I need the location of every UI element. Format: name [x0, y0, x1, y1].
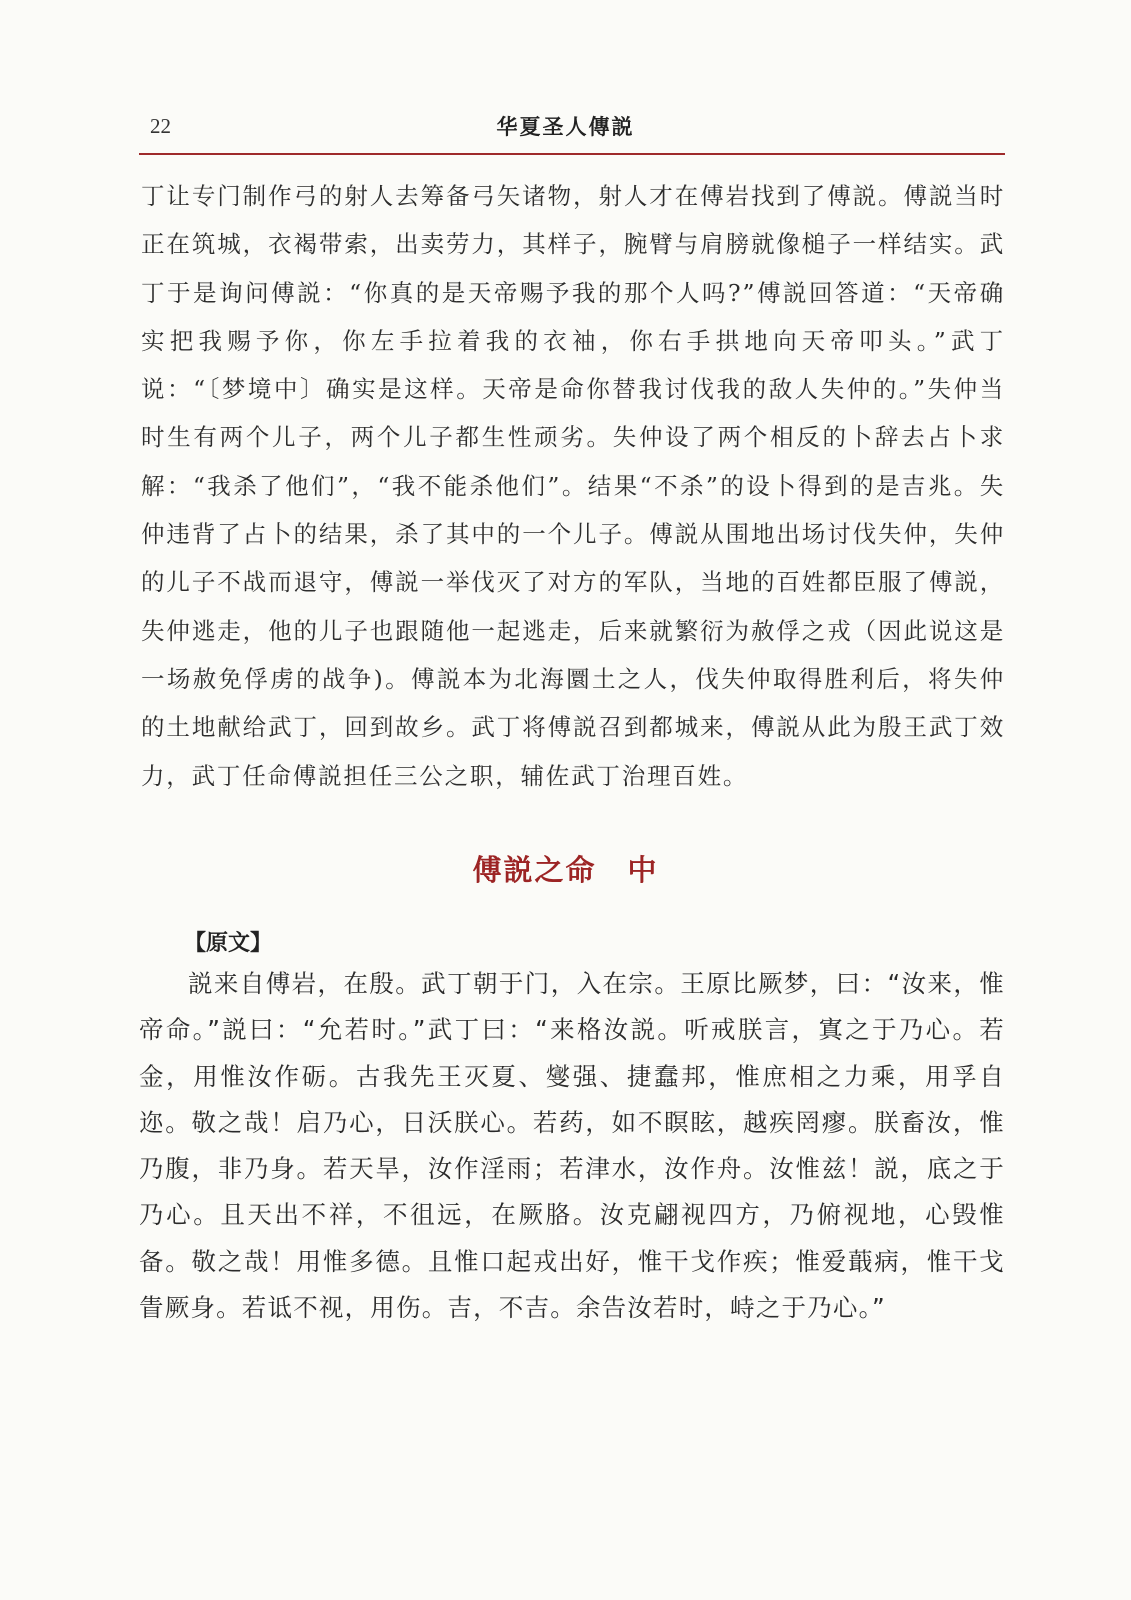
section-title: 傅説之命 中: [472, 853, 659, 887]
book-title: 华夏圣人傳説: [496, 114, 635, 139]
original-text-label: 【原文】: [184, 931, 273, 956]
page-number: 22: [150, 114, 171, 138]
translation-paragraph: 丁让专门制作弓的射人去筹备弓矢诸物，射人才在傅岩找到了傅説。傅説当时正在筑城，衣褐带索，出卖劳力，其样子，腕臂与肩膀就像槌子一样结实。武丁于是询问傅説：“你真的是天帝赐予我的那个人吗?”傅説回答道：“天帝确实把我赐予你，你左手拉着我的衣袖，你右手拱地向天帝叩头。”武丁说：“〔梦境中〕确实是这样。天帝是命你替我讨伐我的敌人失仲的。”失仲当时生有两个儿子，两个儿子都生性顽劣。失仲设了两个相反的卜辞去占卜求解：“我杀了他们”，“我不能杀他们”。结果“不杀”的设卜得到的是吉兆。失仲违背了占卜的结果，杀了其中的一个儿子。傅説从围地出场讨伐失仲，失仲的儿子不战而退守，傅説一举伐灭了对方的军队，当地的百姓都臣服了傅説，失仲逃走，他的儿子也跟随他一起逃走，后来就繁衍为赦俘之戎（因此说这是一场赦免俘虏的战争)。傅説本为北海圜土之人，伐失仲取得胜利后，将失仲的土地献给武丁，回到故乡。武丁将傅説召到都城来，傅説从此为殷王武丁效力，武丁任命傅説担任三公之职，辅佐武丁治理百姓。: [141, 182, 1005, 790]
header-divider: [139, 153, 1005, 155]
original-text-paragraph: 説来自傅岩，在殷。武丁朝于门，入在宗。王原比厥梦，曰：“汝来，惟帝命。”説曰：“允若时。”武丁曰：“来格汝説。听戒朕言，寘之于乃心。若金，用惟汝作砺。古我先王灭夏、燮强、捷蠢邦，惟庶相之力乘，用孚自迩。敬之哉！启乃心，日沃朕心。若药，如不瞑眩，越疾罔瘳。朕畜汝，惟乃腹，非乃身。若天旱，汝作淫雨；若津水，汝作舟。汝惟兹！説，底之于乃心。且天出不祥，不徂远，在厥胳。汝克翩视四方，乃俯视地，心毁惟备。敬之哉！用惟多德。且惟口起戎出好，惟干戈作疾；惟爱蕺病，惟干戈眚厥身。若诋不视，用伤。吉，不吉。余告汝若时，峙之于乃心。”: [139, 969, 1005, 1323]
